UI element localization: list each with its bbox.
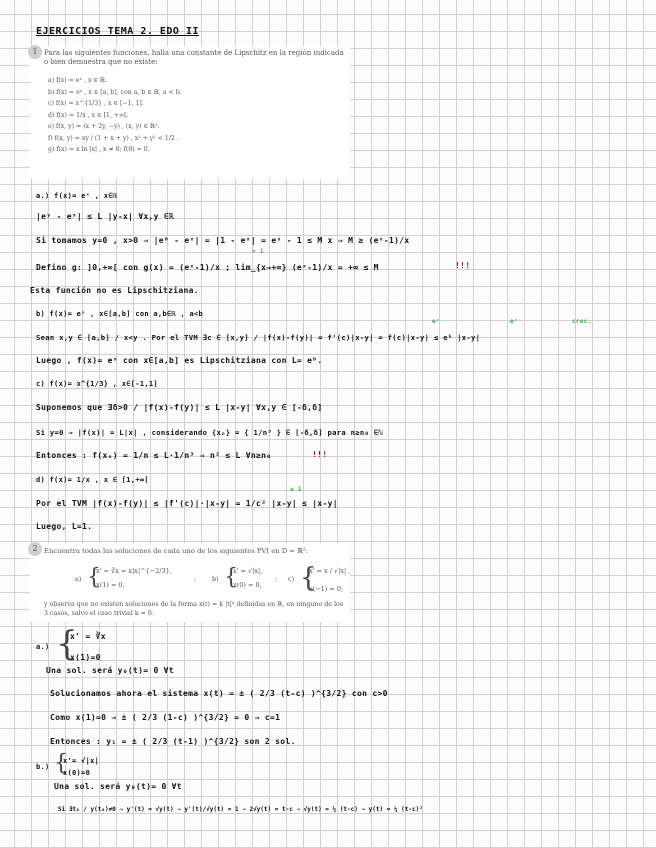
separator: ; [194,575,197,583]
page-title: EJERCICIOS TEMA 2. EDO II [36,26,200,37]
handwritten-line: Sean x,y ∈ [a,b] / x<y . Por el TVM ∃c ∈ [x,y] / |f(x)-f(y)| = f'(c)|x-y| = f(c)|x-y| ≤ eᵇ |x-y| [36,333,481,342]
handwritten-line: Por el TVM |f(x)-f(y)| ≤ |f'(c)|·|x-y| = 1/c² |x-y| ≤ |x-y| [36,499,338,508]
list-item: f) f(x, y) = xy / (1 + x + y) , x² + y² < 1/2 . [48,134,179,142]
pvi-condition: x(−1) = 0, [309,585,344,593]
handwritten-line: Si ∃t₀ / y(t₀)≠0 ⇒ y'(t) = √y(t) ⇒ y'(t)/√y(t) = 1 ⇒ 2√y(t) = t-c ⇒ √y(t) = ½ (t-c) ⇒ y(t) = ¼ (t-c)² [58,806,423,813]
handwritten-line: Suponemos que ∃δ>0 / |f(x)-f(y)| ≤ L |x-y| ∀x,y ∈ [-δ,δ] [36,403,323,412]
pvi-condition: x(0) = 0, [233,581,262,589]
exercise-footer: y observa que no existen soluciones de la forma x(t) = k |t|ᵅ definidas en ℝ, en ninguno de los 3 casos, salvo el caso trivial k = 0. [44,601,344,617]
handwritten-label: b.) [36,763,50,771]
exclamation-mark: !!! [312,450,328,459]
list-item: c) f(x) = x^{1/3} , x ∈ [−1, 1]. [48,100,144,107]
pvi-equation: x' = √|x|, [233,567,263,575]
pvi-label: b) [212,575,219,583]
exercise-statement: Encuentra todas las soluciones de cada uno de los siguientes PVI en D = ℝ²: [44,547,308,555]
exercise-statement: Para las siguientes funciones, halla una constante de Lipschitz en la región indicada o bien demuestra que no existe: [44,49,344,66]
handwritten-line: Defino g: ]0,+∞[ con g(x) = (eˣ-1)/x ; lim_{x→+∞} (eˣ-1)/x = +∞ ≤ M [36,263,379,272]
list-item: g) f(x) = x ln |x| , x ≠ 0; f(0) = 0. [48,146,150,153]
exercise-2-card [30,543,350,622]
pvi-equation: x' = x / √|x| , [309,567,351,575]
exercise-number: 2 [28,542,42,556]
exercise-number: 1 [28,45,42,59]
brace: { [56,624,78,664]
annotation-note: > 1 [252,248,264,255]
list-item: b) f(x) = eˣ , x ∈ [a, b], con a, b ∈ ℝ, a < b. [48,88,182,96]
annotation-note: eᶜ [432,318,440,325]
exclamation-mark: !!! [455,261,471,270]
handwritten-system: x(0)=0 [63,769,91,777]
handwritten-line: Si tomamos y=0 , x>0 ⇒ |e⁰ - eˣ| = |1 - eˣ| = eˣ - 1 ≤ M x ⇒ M ≥ (eˣ-1)/x [36,236,410,245]
handwritten-line: b) f(x)= eˣ , x∈[a,b] con a,b∈ℝ , a<b [36,310,204,318]
pvi-equation: x' = ∛x = x|x|^{−2/3}, [96,567,172,575]
handwritten-system: x' = ∛x [70,632,106,641]
handwritten-line: Esta función no es Lipschitziana. [30,286,199,295]
annotation-note: eᶜ [510,318,518,325]
separator: ; [275,575,278,583]
handwritten-line: Luego, L=1. [36,522,93,531]
brace: { [224,565,238,590]
handwritten-system: x(1)=0 [70,653,101,662]
handwritten-line: Entonces : f(xₙ) = 1/n ≤ L·1/n³ ⇒ n² ≤ L ∀n≥n₀ [36,451,272,460]
annotation-note: ≤ 1 [290,486,302,493]
list-item: e) f(x, y) = (x + 2y, −y) , (x, y) ∈ ℝ². [48,123,160,130]
list-item: a) f(x) = eˣ , x ∈ ℝ. [48,77,108,84]
pvi-label: c) [288,575,295,583]
handwritten-line: Si y=0 ⇒ |f(x)| = L|x| , considerando {xₙ} = { 1/n³ } ∈ [-δ,δ] para n≥n₀ ∈ℕ [36,428,384,437]
handwritten-line: |eʸ - eˣ| ≤ L |y-x| ∀x,y ∈ℝ [36,212,175,221]
handwritten-line: Una sol. será y₀(t)= 0 ∀t [54,782,182,791]
handwritten-line: Entonces : y₁ = ± ( 2/3 (t-1) )^{3/2} son 2 sol. [50,737,296,746]
brace: { [300,563,317,593]
handwritten-line: a.) f(x)= eˣ , x∈ℝ [36,192,118,200]
pvi-label: a) [75,575,82,583]
handwritten-line: Luego , f(x)= eˣ con x∈[a,b] es Lipschitziana con L= eᵇ. [36,356,323,365]
brace: { [54,751,68,776]
handwritten-line: Como x(1)=0 ⇒ ± ( 2/3 (1-c) )^{3/2} = 0 ⇒ c=1 [50,713,281,722]
handwritten-line: c) f(x)= x^{1/3} , x∈[-1,1] [36,380,158,388]
annotation-note: crec. [572,318,592,325]
function-list [48,77,182,158]
brace: { [87,565,101,590]
handwritten-line: Solucionamos ahora el sistema x(t) = ± ( 2/3 (t-c) )^{3/2} con c>0 [50,689,388,698]
list-item: d) f(x) = 1/x , x ∈ [1, +∞[. [48,111,129,119]
handwritten-system: x'= √|x| [63,757,100,765]
handwritten-label: a.) [36,643,50,651]
handwritten-line: Una sol. será y₀(t)= 0 ∀t [46,666,174,675]
handwritten-line: d) f(x)= 1/x , x ∈ [1,+∞[ [36,476,149,484]
pvi-condition: x(1) = 0, [96,581,125,589]
exercise-1-card [30,46,350,179]
